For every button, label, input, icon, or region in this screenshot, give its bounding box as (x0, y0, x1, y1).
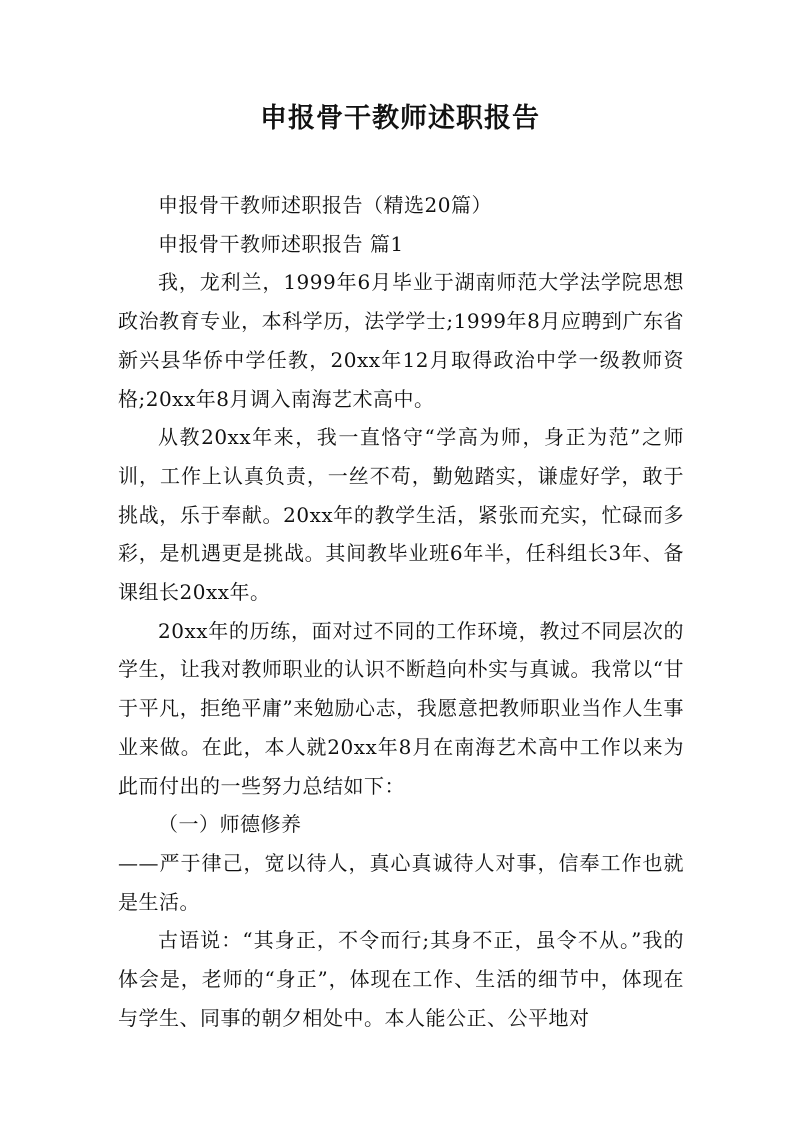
paragraph-ethics-motto: ——严于律己，宽以待人，真心真诚待人对事，信奉工作也就是生活。 (118, 850, 684, 914)
paragraph-section-heading: 申报骨干教师述职报告 篇1 (158, 231, 404, 256)
document-title: 申报骨干教师述职报告 (260, 103, 540, 134)
document-body (118, 186, 684, 1037)
paragraph-subtitle: 申报骨干教师述职报告（精选20篇） (158, 193, 492, 217)
paragraph-intro: 我，龙利兰，1999年6月毕业于湖南师范大学法学院思想政治教育专业，本科学历，法学学士;1999年8月应聘到广东省新兴县华侨中学任教，20xx年12月取得政治中学一级教师资格;20xx年8月调入南海艺术高中。 (118, 270, 684, 411)
paragraph-ethics-heading: （一）师德修养 (158, 812, 302, 837)
paragraph-teaching-years: 从教20xx年来，我一直恪守“学高为师，身正为范”之师训，工作上认真负责，一丝不苟，勤勉踏实，谦虚好学，敢于挑战，乐于奉献。20xx年的教学生活，紧张而充实，忙碌而多彩，是机遇更是挑战。其间教毕业班6年半，任科组长3年、备课组长20xx年。 (118, 425, 684, 605)
paragraph-experience: 20xx年的历练，面对过不同的工作环境，教过不同层次的学生，让我对教师职业的认识不断趋向朴实与真诚。我常以“甘于平凡，拒绝平庸”来勉励心志，我愿意把教师职业当作人生事业来做。在此，本人就20xx年8月在南海艺术高中工作以来为此而付出的一些努力总结如下： (118, 618, 684, 798)
paragraph-proverb: 古语说：“其身正，不令而行;其身不正，虽令不从。”我的体会是，老师的“身正”，体现在工作、生活的细节中，体现在与学生、同事的朝夕相处中。本人能公正、公平地对 (118, 928, 684, 1030)
